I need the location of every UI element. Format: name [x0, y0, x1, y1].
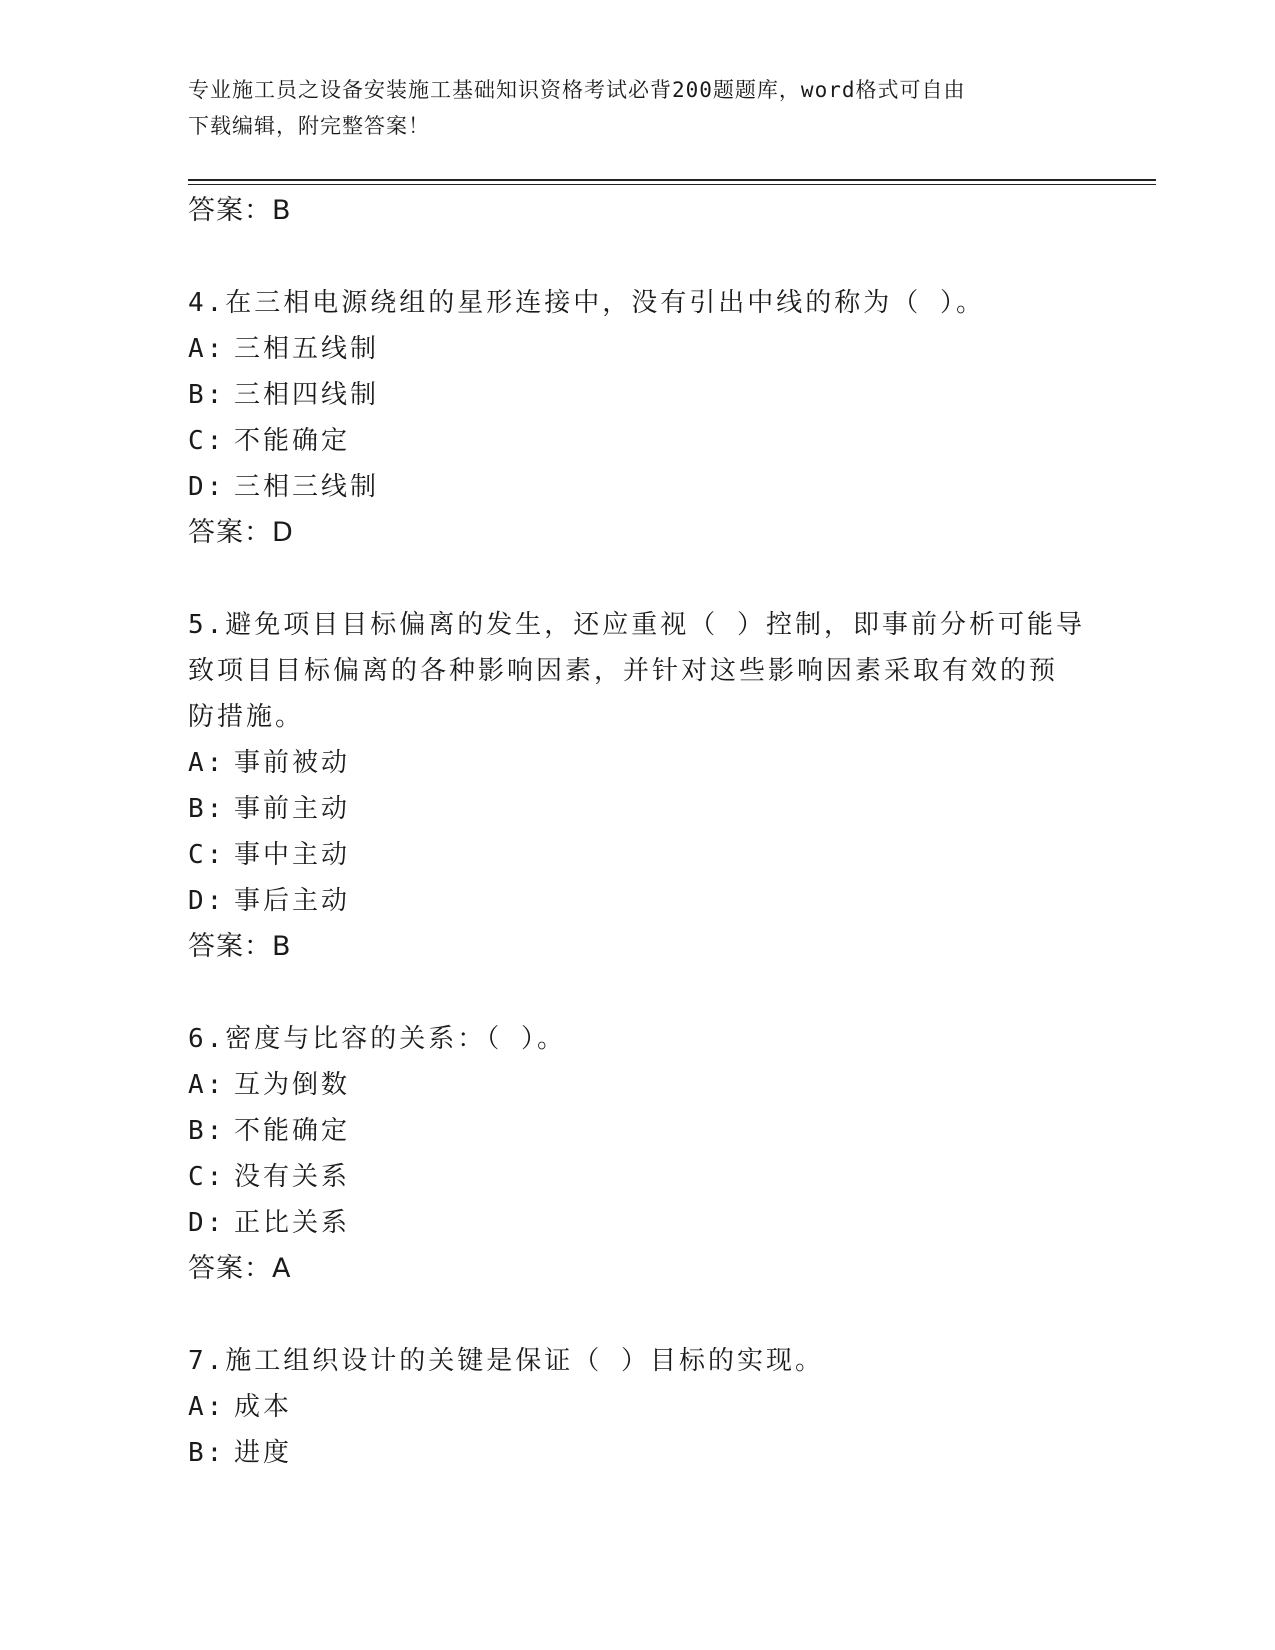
- option-letter: B:: [188, 1438, 226, 1468]
- question-text-line: 5.避免项目目标偏离的发生，还应重视（ ）控制，即事前分析可能导: [188, 610, 1085, 640]
- option-letter: D:: [188, 1208, 226, 1238]
- option-text: 三相五线制: [234, 334, 380, 364]
- question-block: [188, 1016, 1088, 1292]
- option-text: 事前主动: [234, 794, 351, 824]
- option-letter: A:: [188, 1070, 226, 1100]
- option-d: [188, 464, 1088, 510]
- option-letter: B:: [188, 1116, 226, 1146]
- option-d: [188, 878, 1088, 924]
- option-text: 不能确定: [234, 1116, 351, 1146]
- question-text: [188, 602, 1088, 740]
- option-letter: A:: [188, 334, 226, 364]
- header-line-1: 专业施工员之设备安装施工基础知识资格考试必背200题题库，word格式可自由: [188, 78, 966, 102]
- answer-line: 答案：A: [188, 1253, 292, 1284]
- question-text-line: 防措施。: [188, 702, 305, 732]
- option-c: [188, 418, 1088, 464]
- question-text: 4.在三相电源绕组的星形连接中，没有引出中线的称为（ ）。: [188, 288, 985, 318]
- question-block: [188, 1338, 1088, 1476]
- option-a: [188, 740, 1088, 786]
- option-letter: A:: [188, 1392, 226, 1422]
- option-c: [188, 1154, 1088, 1200]
- option-letter: C:: [188, 1162, 226, 1192]
- option-text: 事前被动: [234, 748, 351, 778]
- spacer: [188, 234, 1088, 280]
- option-b: [188, 786, 1088, 832]
- option-letter: A:: [188, 748, 226, 778]
- option-letter: B:: [188, 794, 226, 824]
- spacer: [188, 1292, 1088, 1338]
- option-letter: D:: [188, 472, 226, 502]
- answer-line: 答案：B: [188, 931, 292, 962]
- option-a: [188, 1384, 1088, 1430]
- option-text: 事后主动: [234, 886, 351, 916]
- question-block: [188, 602, 1088, 970]
- option-text: 互为倒数: [234, 1070, 351, 1100]
- option-text: 三相四线制: [234, 380, 380, 410]
- option-text: 不能确定: [234, 426, 351, 456]
- option-text: 事中主动: [234, 840, 351, 870]
- option-text: 成本: [234, 1392, 293, 1422]
- spacer: [188, 970, 1088, 1016]
- option-text: 没有关系: [234, 1162, 351, 1192]
- question-text: 6.密度与比容的关系：（ ）。: [188, 1024, 566, 1054]
- option-a: [188, 326, 1088, 372]
- question-block: [188, 280, 1088, 556]
- answer-line: 答案：D: [188, 517, 294, 548]
- option-text: 进度: [234, 1438, 293, 1468]
- option-letter: C:: [188, 426, 226, 456]
- option-a: [188, 1062, 1088, 1108]
- option-b: [188, 1108, 1088, 1154]
- question-text-line: 致项目目标偏离的各种影响因素，并针对这些影响因素采取有效的预: [188, 656, 1059, 686]
- option-c: [188, 832, 1088, 878]
- option-letter: D:: [188, 886, 226, 916]
- question-list: [188, 188, 1088, 1476]
- option-text: 正比关系: [234, 1208, 351, 1238]
- option-b: [188, 372, 1088, 418]
- spacer: [188, 556, 1088, 602]
- header-divider-thick: [188, 179, 1156, 181]
- option-letter: C:: [188, 840, 226, 870]
- option-text: 三相三线制: [234, 472, 380, 502]
- header-line-2: 下载编辑，附完整答案！: [188, 114, 430, 138]
- document-header: [188, 72, 1068, 144]
- header-divider-thin: [188, 184, 1156, 185]
- option-d: [188, 1200, 1088, 1246]
- option-b: [188, 1430, 1088, 1476]
- question-text: 7.施工组织设计的关键是保证（ ）目标的实现。: [188, 1346, 824, 1376]
- option-letter: B:: [188, 380, 226, 410]
- answer-line: 答案：B: [188, 195, 292, 226]
